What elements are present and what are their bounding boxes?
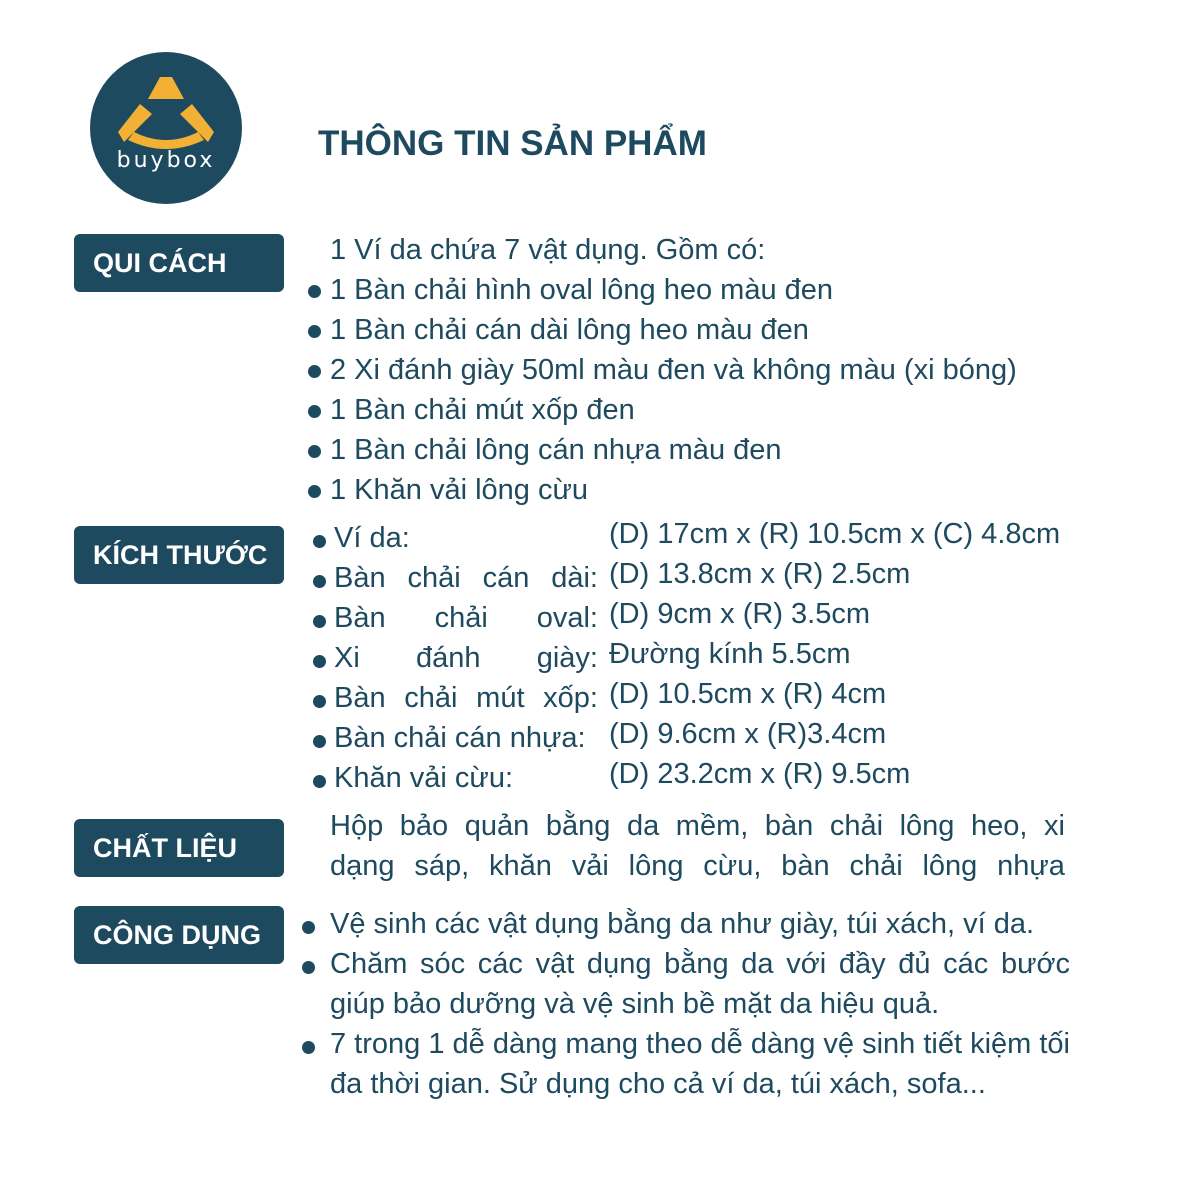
dim-label-word: đánh	[416, 642, 481, 674]
chat-lieu-word: chải	[849, 850, 903, 882]
chat-lieu-word: chải	[829, 810, 884, 842]
chat-lieu-word: lông	[628, 850, 684, 882]
dim-label	[334, 518, 598, 558]
chat-lieu-word: bàn	[781, 850, 830, 882]
dim-label-word: Bàn	[334, 602, 386, 634]
bullet-icon	[313, 695, 326, 708]
tag-qui-cach: QUI CÁCH	[74, 234, 284, 292]
chat-lieu-line	[330, 846, 1065, 886]
buybox-logo	[90, 52, 242, 204]
bullet-icon	[302, 921, 315, 934]
chat-lieu-word: dạng	[330, 850, 395, 882]
logo-text: buybox	[116, 148, 216, 173]
chat-lieu-word: xi	[1044, 810, 1065, 842]
chat-lieu-word: quản	[464, 810, 530, 842]
chat-lieu-word: heo,	[971, 810, 1028, 842]
dim-label	[334, 638, 598, 678]
qui-cach-item: 2 Xi đánh giày 50ml màu đen và không màu (xi bóng)	[330, 354, 1017, 386]
dim-label-word: Bàn	[334, 682, 386, 714]
cong-dung-item: 7 trong 1 dễ dàng mang theo dễ dàng vệ sinh tiết kiệm tối đa thời gian. Sử dụng cho cả ví da, túi xách, sofa...	[330, 1028, 1070, 1100]
dim-value: (D) 13.8cm x (R) 2.5cm	[609, 558, 911, 590]
dim-label-word: Xi	[334, 642, 360, 674]
bullet-icon	[313, 575, 326, 588]
chat-lieu-word: lông	[899, 810, 955, 842]
dim-label-word: oval:	[536, 602, 598, 634]
bullet-icon	[308, 485, 321, 498]
dim-value: (D) 10.5cm x (R) 4cm	[609, 678, 887, 710]
bullet-icon	[313, 615, 326, 628]
qui-cach-item: 1 Bàn chải cán dài lông heo màu đen	[330, 314, 809, 346]
chat-lieu-word: bàn	[764, 810, 814, 842]
dim-value: (D) 9.6cm x (R)3.4cm	[609, 718, 887, 750]
dim-value: (D) 23.2cm x (R) 9.5cm	[609, 758, 911, 790]
bullet-icon	[308, 285, 321, 298]
qui-cach-item: 1 Bàn chải hình oval lông heo màu đen	[330, 274, 834, 306]
dim-label-word: Bàn chải cán nhựa:	[334, 722, 586, 754]
chat-lieu-word: vải	[571, 850, 609, 882]
chat-lieu-line	[330, 806, 1065, 846]
page-title: THÔNG TIN SẢN PHẨM	[318, 124, 707, 163]
dim-label-word: chải	[407, 562, 461, 594]
bullet-icon	[308, 325, 321, 338]
dim-label	[334, 598, 598, 638]
bullet-icon	[313, 775, 326, 788]
dim-label-word: Ví da:	[334, 522, 410, 554]
dim-label	[334, 678, 598, 718]
bullet-icon	[302, 1041, 315, 1054]
chat-lieu-word: nhựa	[997, 850, 1065, 882]
dim-label	[334, 558, 598, 598]
cong-dung-item: Chăm sóc các vật dụng bằng da với đầy đủ các bước giúp bảo dưỡng và vệ sinh bề mặt da hiệu quả.	[330, 948, 1070, 1020]
chat-lieu-word: cừu,	[703, 850, 762, 882]
dim-label-word: chải	[404, 682, 458, 714]
chat-lieu-word: sáp,	[414, 850, 470, 882]
cong-dung-item: Vệ sinh các vật dụng bằng da như giày, túi xách, ví da.	[330, 908, 1035, 940]
qui-cach-intro: 1 Ví da chứa 7 vật dụng. Gồm có:	[330, 234, 766, 266]
qui-cach-item: 1 Bàn chải lông cán nhựa màu đen	[330, 434, 782, 466]
bullet-icon	[308, 445, 321, 458]
dim-label-word: Bàn	[334, 562, 386, 594]
chat-lieu-word: da	[626, 810, 660, 842]
chat-lieu-word: mềm,	[675, 810, 749, 842]
bullet-icon	[313, 655, 326, 668]
tag-kich-thuoc: KÍCH THƯỚC	[74, 526, 284, 584]
logo-emblem-icon	[90, 52, 242, 204]
tag-cong-dung: CÔNG DỤNG	[74, 906, 284, 964]
qui-cach-item: 1 Bàn chải mút xốp đen	[330, 394, 635, 426]
chat-lieu-word: bằng	[545, 810, 611, 842]
tag-chat-lieu: CHẤT LIỆU	[74, 819, 284, 877]
dim-value: Đường kính 5.5cm	[609, 638, 851, 670]
dim-label-word: mút	[476, 682, 525, 714]
bullet-icon	[308, 365, 321, 378]
chat-lieu-word: bảo	[399, 810, 449, 842]
bullet-icon	[302, 961, 315, 974]
chat-lieu-word: Hộp	[330, 810, 384, 842]
dim-value: (D) 17cm x (R) 10.5cm x (C) 4.8cm	[609, 518, 1061, 550]
dim-label-word: xốp:	[543, 682, 598, 714]
bullet-icon	[308, 405, 321, 418]
bullet-icon	[313, 735, 326, 748]
qui-cach-item: 1 Khăn vải lông cừu	[330, 474, 589, 506]
dim-label-word: cán	[482, 562, 530, 594]
dim-value: (D) 9cm x (R) 3.5cm	[609, 598, 870, 630]
dim-label	[334, 718, 598, 758]
dim-label	[334, 758, 598, 798]
chat-lieu-word: khăn	[489, 850, 552, 882]
dim-label-word: chải	[434, 602, 488, 634]
chat-lieu-word: lông	[922, 850, 978, 882]
dim-label-word: giày:	[536, 642, 598, 674]
dim-label-word: Khăn vải cừu:	[334, 762, 514, 794]
dim-label-word: dài:	[551, 562, 598, 594]
bullet-icon	[313, 535, 326, 548]
